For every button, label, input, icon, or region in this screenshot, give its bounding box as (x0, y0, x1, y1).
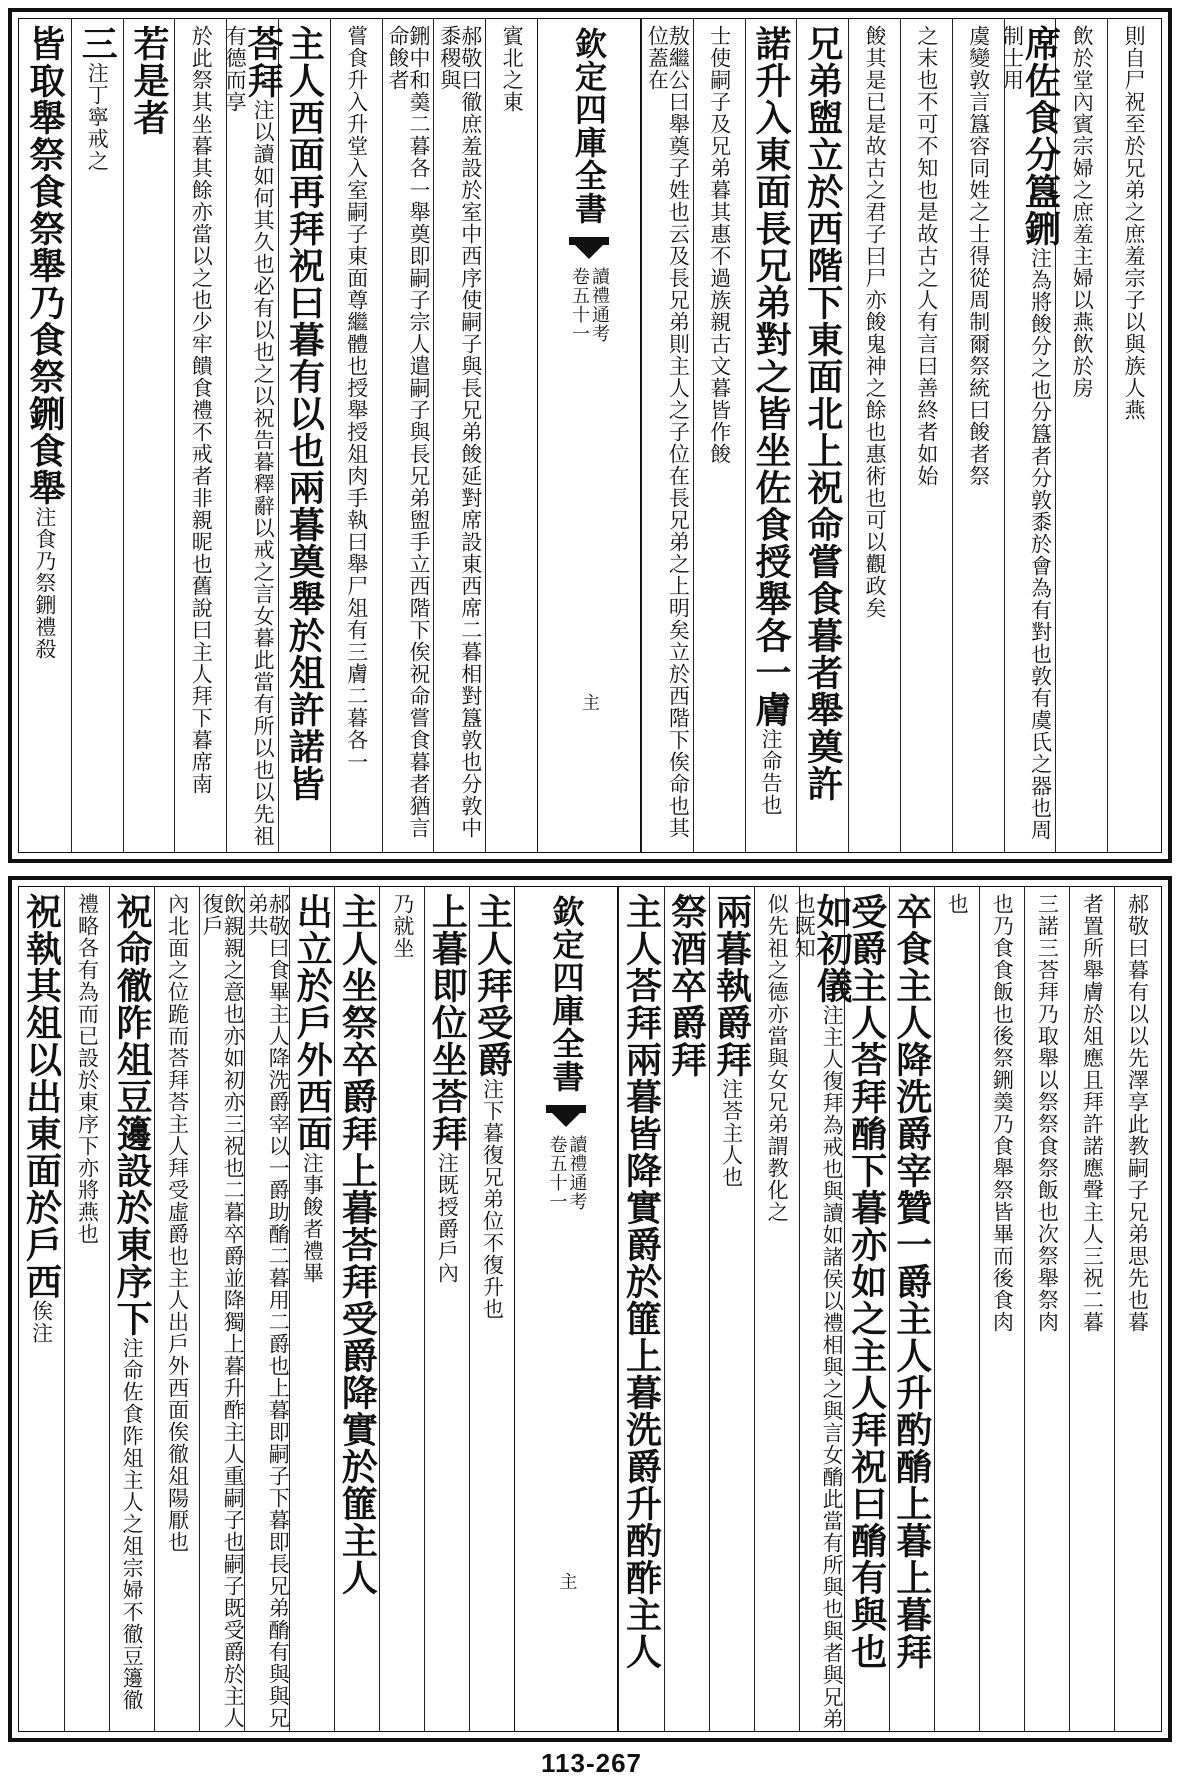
top-right-column (900, 19, 952, 852)
commentary-text: 注命告也 (758, 728, 783, 816)
folio-number: 主 (579, 693, 600, 712)
top-left-column (433, 19, 485, 852)
commentary-text: 之末也不可不知也是故古之人有言曰善終者如始 (914, 25, 939, 487)
top-left-column (19, 19, 71, 852)
commentary-text: 鉶中和羮二暮各一舉奠即嗣子宗人遣嗣子與長兄弟盥手立西階下俟祝命嘗食暮者猶言命餕者 (385, 25, 431, 839)
top-right-column (1107, 19, 1159, 852)
commentary-text: 郝敬曰食畢主人降洗爵宰以一爵助酳二暮用二爵也上暮即嗣子下暮即長兄弟酳有與與兄弟共 (245, 893, 291, 1729)
main-text: 席佐食分簋鉶 (1019, 25, 1062, 247)
top-right-column (848, 19, 900, 852)
top-page (8, 8, 1172, 863)
top-right-column (1055, 19, 1107, 852)
bottom-left-column (154, 887, 199, 1731)
top-right-column (641, 19, 693, 852)
bottom-right-column (618, 887, 663, 1731)
bottom-right-column (1069, 887, 1114, 1731)
bottom-left-column (64, 887, 109, 1731)
commentary-text: 乃就坐 (390, 893, 415, 959)
bottom-right-column (934, 887, 979, 1731)
commentary-text: 注既授爵戶內 (435, 1152, 460, 1284)
bottom-left-column (19, 887, 64, 1731)
center-fold (537, 19, 641, 852)
page-number: 113-267 (541, 1748, 642, 1778)
bottom-right-column (844, 887, 889, 1731)
commentary-text: 也乃食食飯也後祭鉶羮乃食舉祭皆畢而後食肉 (990, 893, 1015, 1333)
main-text: 受爵主人荅拜酳下暮亦如之主人拜祝曰酳有與也 (845, 893, 888, 1670)
commentary-text: 內北面之位跪而荅拜荅主人拜受虛爵也主人出戶外西面俟徹俎陽厭也 (165, 893, 190, 1553)
commentary-text: 注以讀如何其久也必有以也之以祝告暮釋辭以戒之言女暮此當有所以也以先祖有德而享 (223, 25, 276, 847)
commentary-text: 則自尸祝至於兄弟之庶羞宗子以與族人燕 (1122, 25, 1147, 421)
commentary-text: 士使嗣子及兄弟暮其惠不過族親古文暮皆作餕 (707, 25, 732, 465)
bottom-left-column (334, 887, 379, 1731)
commentary-text: 賓北之東 (500, 25, 525, 113)
bottom-left-column (424, 887, 469, 1731)
volume-label: 卷五十一 (569, 267, 590, 343)
bottom-page-frame (18, 886, 1162, 1732)
commentary-text: 注事餕者禮畢 (300, 1152, 325, 1284)
top-right-column (952, 19, 1004, 852)
bottom-left-column (469, 887, 514, 1731)
bottom-page (8, 876, 1172, 1742)
top-left-column (330, 19, 382, 852)
fish-tail-ornament-icon (569, 237, 609, 259)
commentary-text: 注為將餕分之也分簋者分敦黍於會為有對也敦有虞氏之器也周制士用 (1000, 25, 1053, 841)
main-text: 三 (76, 25, 119, 62)
main-text: 兄弟盥立於西階下東面北上祝命嘗食暮者舉奠許 (801, 25, 844, 802)
commentary-text: 虞變敦言簋容同姓之士得從周制爾祭統曰餕者祭 (966, 25, 991, 487)
bottom-right-column (664, 887, 709, 1731)
commentary-text: 飲親親之意也亦如初亦三祝也二暮卒爵並降獨上暮升酢主人重嗣子也嗣子既受爵於主人復戶 (200, 893, 246, 1729)
bottom-left-column (289, 887, 334, 1731)
bottom-left-column (109, 887, 154, 1731)
fish-tail-ornament-icon (546, 1105, 586, 1127)
main-text: 皆取舉祭食祭舉乃食祭鉶食舉 (23, 25, 66, 506)
main-text: 兩暮執爵拜 (710, 893, 753, 1078)
bottom-right-column (792, 887, 854, 1731)
main-text: 主人坐祭卒爵拜上暮荅拜受爵降實於篚主人 (336, 893, 379, 1596)
top-left-column (123, 19, 175, 852)
center-fold (514, 887, 618, 1731)
main-text: 祭酒卒爵拜 (665, 893, 708, 1078)
main-text: 祝命徹阼俎豆籩設於東序下 (111, 893, 154, 1337)
commentary-text: 嘗食升入升堂入室嗣子東面尊繼體也授舉授俎肉手執曰舉尸俎有三膚二暮各一 (344, 25, 369, 773)
commentary-text: 敖繼公曰舉奠子姓也云及長兄弟則主人之子位在長兄弟之上明矣立於西階下俟命也其位蓋在 (645, 25, 691, 839)
commentary-text: 注下暮復兄弟位不復升也 (480, 1078, 505, 1320)
main-text: 主人拜受爵 (471, 893, 514, 1078)
top-left-column (174, 19, 226, 852)
top-page-frame (18, 18, 1162, 853)
main-text: 祝執其俎以出東面於戶西 (20, 893, 63, 1300)
book-title: 讀禮通考 (589, 267, 610, 343)
main-text: 主人荅拜兩暮皆降實爵於篚上暮洗爵升酌酢主人 (620, 893, 663, 1670)
bottom-left-column (244, 887, 289, 1731)
bottom-right-column (979, 887, 1024, 1731)
bottom-right-column (754, 887, 799, 1731)
library-title: 欽定四庫全書 (547, 895, 586, 1093)
top-left-column (485, 19, 537, 852)
volume-label: 卷五十一 (546, 1135, 568, 1211)
commentary-text: 三諾三荅拜乃取舉以祭祭食祭飯也次祭舉祭肉 (1035, 893, 1060, 1333)
main-text: 諾升入東面長兄弟對之皆坐佐食授舉各一膚 (749, 25, 792, 728)
bottom-right-column (889, 887, 934, 1731)
commentary-text: 俟注 (29, 1300, 54, 1344)
main-text: 上暮即位坐荅拜 (426, 893, 469, 1152)
bottom-right-column (709, 887, 754, 1731)
main-text: 荅拜 (242, 25, 285, 99)
library-title: 欽定四庫全書 (570, 27, 608, 225)
bottom-right-column (1114, 887, 1159, 1731)
folio-number: 主 (556, 1572, 578, 1591)
commentary-text: 郝敬曰徹庶羞設於室中西序使嗣子與長兄弟餕延對席設東西席二暮相對簋敦也分敦中黍稷與 (437, 25, 483, 839)
bottom-left-column (199, 887, 244, 1731)
bottom-right-column (1024, 887, 1069, 1731)
commentary-text: 者置所舉膚於俎應且拜許諾應聲主人三祝二暮 (1080, 893, 1105, 1333)
top-left-column (71, 19, 123, 852)
commentary-text: 注命佐食阼俎主人之俎宗婦不徹豆籩徹 (120, 1337, 145, 1711)
commentary-text: 於此祭其坐暮其餘亦當以之也少牢饋食禮不戒者非親昵也舊說曰主人拜下暮席南 (189, 25, 214, 795)
bottom-left-column (379, 887, 424, 1731)
top-right-column (1000, 19, 1062, 852)
commentary-text: 注丁寧戒之 (85, 62, 110, 172)
commentary-text: 飲於堂內賓宗婦之庶羞主婦以燕飲於房 (1070, 25, 1095, 399)
main-text: 卒食主人降洗爵宰贊一爵主人升酌酳上暮上暮拜 (890, 893, 933, 1670)
commentary-text: 注主人復拜為戒也與讀如諸侯以禮相與之與言女酳此當有所與也與者與兄弟也既知 (792, 893, 845, 1730)
commentary-text: 也 (945, 893, 970, 915)
main-text: 主人西面再拜祝曰暮有以也兩暮奠舉於俎許諾皆 (283, 25, 326, 802)
main-text: 若是者 (127, 25, 170, 136)
commentary-text: 似先祖之德亦當與女兄弟謂教化之 (765, 893, 790, 1223)
top-left-column (223, 19, 285, 852)
book-title: 讀禮通考 (566, 1135, 588, 1211)
commentary-text: 郝敬曰暮有以以先澤享此教嗣子兄弟思先也暮 (1125, 893, 1150, 1333)
top-right-column (745, 19, 797, 852)
top-left-column (382, 19, 434, 852)
top-right-column (796, 19, 848, 852)
commentary-text: 餕其是已是故古之君子曰尸亦餕鬼神之餘也惠術也可以觀政矣 (863, 25, 888, 619)
commentary-text: 注荅主人也 (719, 1078, 744, 1188)
main-text: 出立於戶外西面 (291, 893, 334, 1152)
top-right-column (693, 19, 745, 852)
top-left-column (278, 19, 330, 852)
main-text: 如初儀 (811, 893, 854, 1004)
commentary-text: 注食乃祭鉶禮殺 (32, 506, 57, 660)
commentary-text: 禮略各有為而已設於東序下亦將燕也 (75, 893, 100, 1245)
